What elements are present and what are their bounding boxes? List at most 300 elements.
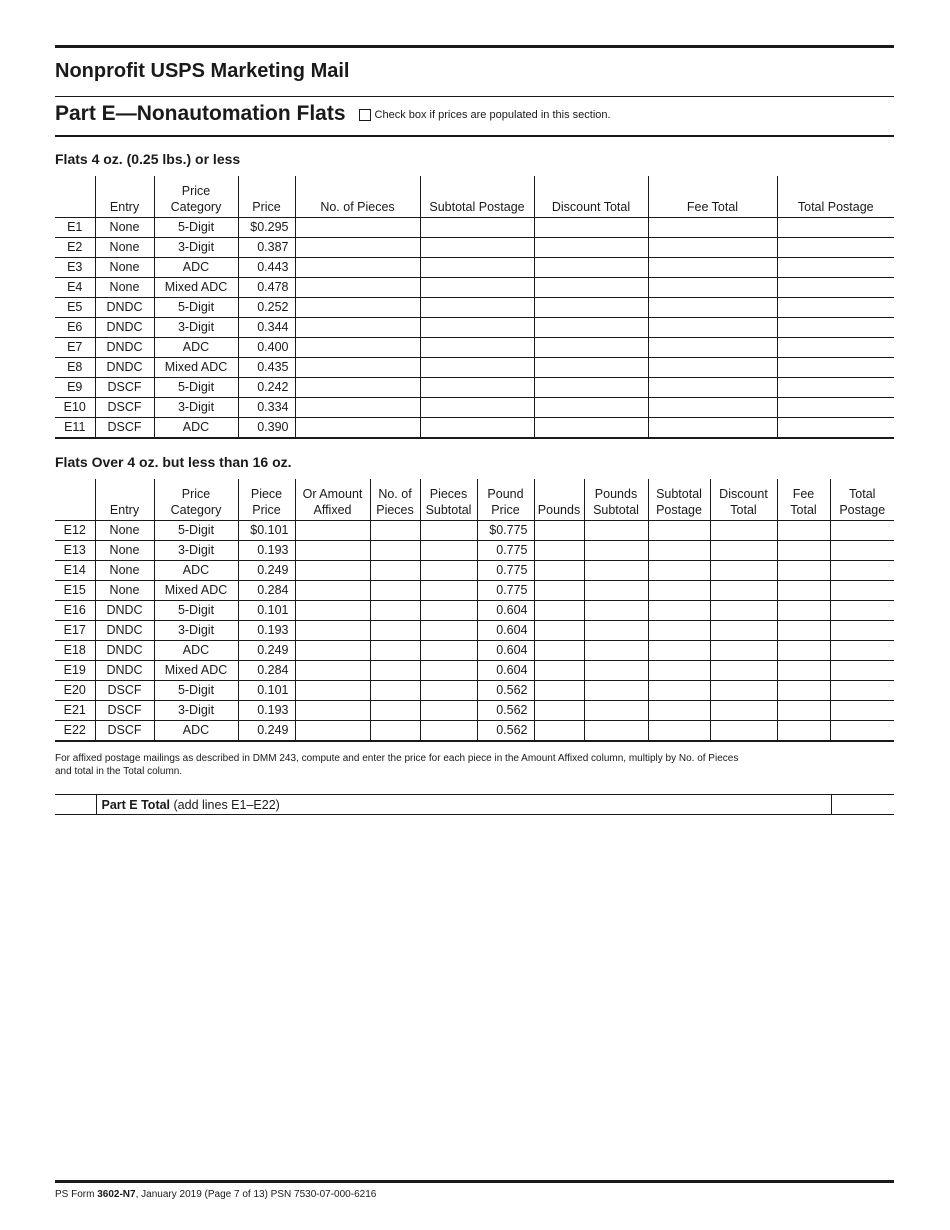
total-value-input[interactable] (831, 795, 894, 815)
pieces-subtotal-input[interactable] (420, 620, 477, 640)
pounds-subtotal-input[interactable] (584, 540, 648, 560)
discount-total-input[interactable] (534, 317, 648, 337)
pounds-subtotal-input[interactable] (584, 520, 648, 540)
total-postage-input[interactable] (830, 700, 894, 720)
col-no-of-pieces-line2: Pieces (376, 502, 414, 517)
entry-cell: DNDC (95, 620, 154, 640)
pound-price-cell: 0.604 (477, 660, 534, 680)
table-row (55, 540, 894, 560)
total-postage-input[interactable] (777, 377, 894, 397)
pieces-subtotal-input[interactable] (420, 600, 477, 620)
pounds-input[interactable] (534, 580, 584, 600)
fee-total-input[interactable] (648, 257, 777, 277)
line-number: E20 (55, 680, 95, 700)
price-cell: 0.478 (238, 277, 295, 297)
no-of-pieces-input[interactable] (370, 620, 420, 640)
price-category-cell: 3-Digit (154, 700, 238, 720)
discount-total-input[interactable] (534, 277, 648, 297)
col-pounds-line2: Pounds (537, 502, 581, 517)
discount-total-input[interactable] (710, 680, 777, 700)
col-discount-total: Discount Total (534, 176, 648, 217)
pounds-subtotal-input[interactable] (584, 640, 648, 660)
section1-title: Flats 4 oz. (0.25 lbs.) or less (55, 151, 241, 167)
total-postage-input[interactable] (830, 580, 894, 600)
discount-total-input[interactable] (534, 377, 648, 397)
col-entry (95, 479, 154, 520)
total-postage-input[interactable] (777, 217, 894, 237)
no-of-pieces-input[interactable] (370, 720, 420, 741)
part-header (55, 102, 611, 126)
table-row (55, 680, 894, 700)
pounds-input[interactable] (534, 560, 584, 580)
no-of-pieces-input[interactable] (295, 277, 420, 297)
line-number: E13 (55, 540, 95, 560)
price-category-cell: Mixed ADC (154, 277, 238, 297)
line-number: E15 (55, 580, 95, 600)
pieces-subtotal-input[interactable] (420, 540, 477, 560)
total-postage-input[interactable] (777, 397, 894, 417)
entry-cell: None (95, 237, 154, 257)
subtotal-postage-input[interactable] (420, 417, 534, 438)
price-category-cell: 5-Digit (154, 297, 238, 317)
price-cell: 0.390 (238, 417, 295, 438)
pounds-subtotal-input[interactable] (584, 580, 648, 600)
col-discount-total-line1: Discount (719, 486, 768, 501)
entry-cell: DSCF (95, 700, 154, 720)
fee-total-input[interactable] (648, 337, 777, 357)
piece-price-cell: $0.101 (238, 520, 295, 540)
line-number: E11 (55, 417, 95, 438)
footer-form-no: 3602-N7 (97, 1189, 136, 1200)
fee-total-input[interactable] (777, 540, 830, 560)
total-postage-input[interactable] (777, 277, 894, 297)
pound-price-cell: 0.775 (477, 560, 534, 580)
fee-total-input[interactable] (648, 317, 777, 337)
col-total-postage-line1: Total (849, 486, 876, 501)
subtotal-postage-input[interactable] (648, 680, 710, 700)
amount-affixed-input[interactable] (295, 620, 370, 640)
col-pieces-subtotal-line2: Subtotal (425, 502, 472, 517)
fee-total-input[interactable] (777, 700, 830, 720)
pounds-subtotal-input[interactable] (584, 660, 648, 680)
entry-cell: DSCF (95, 377, 154, 397)
no-of-pieces-input[interactable] (370, 640, 420, 660)
no-of-pieces-input[interactable] (370, 560, 420, 580)
fee-total-input[interactable] (777, 680, 830, 700)
piece-price-cell: 0.193 (238, 700, 295, 720)
total-postage-input[interactable] (830, 600, 894, 620)
discount-total-input[interactable] (534, 417, 648, 438)
col-pounds (534, 479, 584, 520)
table-row (55, 560, 894, 580)
col-total-postage: Total Postage (777, 176, 894, 217)
entry-cell: None (95, 257, 154, 277)
col-pound-price-line1: Pound (487, 486, 524, 501)
piece-price-cell: 0.284 (238, 580, 295, 600)
subtotal-postage-input[interactable] (420, 237, 534, 257)
fee-total-input[interactable] (777, 600, 830, 620)
piece-price-cell: 0.101 (238, 600, 295, 620)
pieces-subtotal-input[interactable] (420, 720, 477, 741)
pieces-subtotal-input[interactable] (420, 560, 477, 580)
line-number: E9 (55, 377, 95, 397)
col-pieces-subtotal (420, 479, 477, 520)
no-of-pieces-input[interactable] (370, 580, 420, 600)
col-price-category (154, 479, 238, 520)
subtotal-postage-input[interactable] (648, 640, 710, 660)
fee-total-input[interactable] (648, 377, 777, 397)
table-row (55, 297, 894, 317)
entry-cell: DNDC (95, 337, 154, 357)
entry-cell: None (95, 520, 154, 540)
line-number: E1 (67, 219, 83, 234)
amount-affixed-input[interactable] (295, 600, 370, 620)
col-piece-price-line2: Price (252, 502, 281, 517)
entry-cell: DNDC (95, 317, 154, 337)
pound-price-cell: $0.775 (477, 520, 534, 540)
no-of-pieces-input[interactable] (370, 700, 420, 720)
subtotal-postage-input[interactable] (420, 277, 534, 297)
pounds-input[interactable] (534, 600, 584, 620)
price-category-cell: 3-Digit (154, 237, 238, 257)
subtotal-postage-input[interactable] (648, 620, 710, 640)
total-postage-input[interactable] (777, 297, 894, 317)
no-of-pieces-input[interactable] (370, 600, 420, 620)
amount-affixed-input[interactable] (295, 660, 370, 680)
entry-cell: DSCF (95, 720, 154, 741)
part-e-total-row (55, 794, 894, 815)
pounds-input[interactable] (534, 520, 584, 540)
discount-total-input[interactable] (710, 640, 777, 660)
total-label-bold: Part E Total (101, 797, 171, 812)
col-discount-total (710, 479, 777, 520)
table-row (55, 237, 894, 257)
subtotal-postage-input[interactable] (648, 720, 710, 741)
table-row (55, 640, 894, 660)
discount-total-input[interactable] (534, 397, 648, 417)
table-row (55, 357, 894, 377)
pieces-subtotal-input[interactable] (420, 680, 477, 700)
col-fee-total: Fee Total (648, 176, 777, 217)
price-category-cell: ADC (154, 337, 238, 357)
price-cell: 0.387 (238, 237, 295, 257)
total-postage-input[interactable] (830, 540, 894, 560)
no-of-pieces-input[interactable] (295, 297, 420, 317)
entry-cell: None (95, 580, 154, 600)
price-category-cell: 3-Digit (154, 317, 238, 337)
fee-total-input[interactable] (648, 357, 777, 377)
line-number: E10 (55, 397, 95, 417)
amount-affixed-input[interactable] (295, 580, 370, 600)
entry-cell: None (95, 277, 154, 297)
col-entry: Entry (95, 176, 154, 217)
line-number: E3 (55, 257, 95, 277)
amount-affixed-input[interactable] (295, 520, 370, 540)
discount-total-input[interactable] (534, 337, 648, 357)
line-number: E19 (55, 660, 95, 680)
col-pounds-subtotal (584, 479, 648, 520)
price-category-cell: 3-Digit (154, 540, 238, 560)
discount-total-input[interactable] (710, 720, 777, 741)
fee-total-input[interactable] (648, 397, 777, 417)
discount-total-input[interactable] (534, 217, 648, 237)
amount-affixed-input[interactable] (295, 680, 370, 700)
no-of-pieces-input[interactable] (295, 237, 420, 257)
no-of-pieces-input[interactable] (370, 680, 420, 700)
total-postage-input[interactable] (830, 680, 894, 700)
pounds-subtotal-input[interactable] (584, 600, 648, 620)
col-piece-price-line1: Piece (250, 486, 283, 501)
form-page (55, 0, 894, 1230)
col-line (55, 479, 95, 520)
discount-total-input[interactable] (534, 357, 648, 377)
discount-total-input[interactable] (710, 700, 777, 720)
col-amount-affixed (295, 479, 370, 520)
flats-over-4oz-table (55, 479, 894, 742)
amount-affixed-input[interactable] (295, 640, 370, 660)
pound-price-cell: 0.562 (477, 720, 534, 741)
amount-affixed-input[interactable] (295, 700, 370, 720)
total-line-cell (55, 795, 96, 815)
fee-total-input[interactable] (648, 217, 777, 237)
entry-cell: None (95, 560, 154, 580)
col-discount-total-line2: Total (730, 502, 757, 517)
entry-cell: DNDC (95, 600, 154, 620)
discount-total-input[interactable] (710, 620, 777, 640)
pound-price-cell: 0.562 (477, 680, 534, 700)
piece-price-cell: 0.249 (238, 560, 295, 580)
pounds-subtotal-input[interactable] (584, 560, 648, 580)
piece-price-cell: 0.101 (238, 680, 295, 700)
total-postage-input[interactable] (777, 317, 894, 337)
subtotal-postage-input[interactable] (648, 600, 710, 620)
subtotal-postage-input[interactable] (648, 520, 710, 540)
subtotal-postage-input[interactable] (420, 217, 534, 237)
entry-cell: DSCF (95, 417, 154, 438)
fee-total-input[interactable] (648, 237, 777, 257)
col-price: Price (238, 176, 295, 217)
subtotal-postage-input[interactable] (420, 337, 534, 357)
discount-total-input[interactable] (710, 540, 777, 560)
total-postage-input[interactable] (830, 620, 894, 640)
total-postage-input[interactable] (777, 337, 894, 357)
pound-price-cell: 0.604 (477, 620, 534, 640)
discount-total-input[interactable] (710, 600, 777, 620)
line-number: E8 (55, 357, 95, 377)
col-total-postage-line2: Postage (839, 502, 886, 517)
piece-price-cell: 0.193 (238, 540, 295, 560)
col-line (55, 176, 95, 217)
fee-total-input[interactable] (777, 660, 830, 680)
piece-price-cell: 0.249 (238, 640, 295, 660)
total-postage-input[interactable] (777, 257, 894, 277)
discount-total-input[interactable] (710, 580, 777, 600)
amount-affixed-input[interactable] (295, 540, 370, 560)
col-pound-price-line2: Price (491, 502, 520, 517)
subtotal-postage-input[interactable] (420, 397, 534, 417)
table-row (55, 277, 894, 297)
total-postage-input[interactable] (830, 560, 894, 580)
pounds-subtotal-input[interactable] (584, 680, 648, 700)
table-row (55, 720, 894, 741)
table-row (55, 217, 894, 237)
subtotal-postage-input[interactable] (420, 317, 534, 337)
col-no-of-pieces-line1: No. of (378, 486, 412, 501)
checkbox-box[interactable] (359, 109, 371, 121)
pounds-input[interactable] (534, 700, 584, 720)
discount-total-input[interactable] (534, 237, 648, 257)
fee-total-input[interactable] (648, 297, 777, 317)
amount-affixed-input[interactable] (295, 720, 370, 741)
price-cell: 0.443 (238, 257, 295, 277)
fee-total-input[interactable] (777, 640, 830, 660)
pound-price-cell: 0.775 (477, 540, 534, 560)
no-of-pieces-input[interactable] (295, 217, 420, 237)
no-of-pieces-input[interactable] (295, 257, 420, 277)
col-fee-total-line2: Total (790, 502, 817, 517)
form-title: Nonprofit USPS Marketing Mail (55, 60, 350, 82)
table-row (55, 700, 894, 720)
fee-total-input[interactable] (777, 520, 830, 540)
total-postage-input[interactable] (830, 640, 894, 660)
line-number: E2 (55, 237, 95, 257)
subtotal-postage-input[interactable] (420, 377, 534, 397)
pounds-input[interactable] (534, 660, 584, 680)
total-postage-input[interactable] (830, 660, 894, 680)
flats-4oz-table (55, 176, 894, 439)
pounds-subtotal-input[interactable] (584, 700, 648, 720)
fee-total-input[interactable] (777, 560, 830, 580)
line-number: E17 (55, 620, 95, 640)
price-category-cell: 5-Digit (154, 217, 238, 237)
no-of-pieces-input[interactable] (295, 357, 420, 377)
table-row (55, 417, 894, 438)
subtotal-postage-input[interactable] (648, 700, 710, 720)
total-postage-input[interactable] (830, 520, 894, 540)
pound-price-cell: 0.604 (477, 640, 534, 660)
pieces-subtotal-input[interactable] (420, 580, 477, 600)
pounds-input[interactable] (534, 720, 584, 741)
total-postage-input[interactable] (777, 417, 894, 438)
discount-total-input[interactable] (710, 520, 777, 540)
amount-affixed-input[interactable] (295, 560, 370, 580)
piece-price-cell: 0.284 (238, 660, 295, 680)
pound-price-cell: 0.562 (477, 700, 534, 720)
fee-total-input[interactable] (777, 580, 830, 600)
pounds-input[interactable] (534, 620, 584, 640)
no-of-pieces-input[interactable] (370, 520, 420, 540)
col-subtotal-postage-line2: Postage (656, 502, 702, 517)
no-of-pieces-input[interactable] (295, 337, 420, 357)
prices-populated-checkbox[interactable] (359, 109, 611, 121)
col-pounds-subtotal-line2: Subtotal (593, 502, 639, 517)
col-piece-price (238, 479, 295, 520)
entry-cell: DSCF (95, 397, 154, 417)
total-postage-input[interactable] (777, 237, 894, 257)
subtotal-postage-input[interactable] (648, 560, 710, 580)
price-category-cell: 3-Digit (154, 397, 238, 417)
footer-rest: , January 2019 (Page 7 of 13) PSN 7530-07-000-6216 (135, 1189, 377, 1200)
price-category-cell: ADC (154, 720, 238, 741)
pound-price-cell: 0.604 (477, 600, 534, 620)
col-price-category-line1: Price (181, 183, 211, 198)
no-of-pieces-input[interactable] (295, 417, 420, 438)
bottom-rule (55, 1180, 894, 1183)
price-category-cell: Mixed ADC (154, 357, 238, 377)
table-row (55, 660, 894, 680)
fee-total-input[interactable] (648, 417, 777, 438)
no-of-pieces-input[interactable] (370, 660, 420, 680)
pounds-input[interactable] (534, 680, 584, 700)
affixed-postage-note: For affixed postage mailings as described in DMM 243, compute and enter the price for each piece in the Amount Affixed column, multiply by No. of Pieces and total in the Total column. (55, 753, 739, 777)
top-rule (55, 45, 894, 48)
no-of-pieces-input[interactable] (370, 540, 420, 560)
pounds-subtotal-input[interactable] (584, 620, 648, 640)
table-row (55, 620, 894, 640)
line-number: E4 (55, 277, 95, 297)
subtotal-postage-input[interactable] (648, 540, 710, 560)
col-fee-total-line1: Fee (792, 486, 815, 501)
price-category-cell: Mixed ADC (154, 660, 238, 680)
footer (55, 1189, 376, 1200)
line-number: E16 (55, 600, 95, 620)
fee-total-input[interactable] (648, 277, 777, 297)
fee-total-input[interactable] (777, 720, 830, 741)
subtotal-postage-input[interactable] (648, 580, 710, 600)
col-entry-line2: Entry (109, 502, 140, 517)
line-number: E12 (63, 522, 86, 537)
discount-total-input[interactable] (534, 257, 648, 277)
fee-total-input[interactable] (777, 620, 830, 640)
subtotal-postage-input[interactable] (420, 357, 534, 377)
table-row (55, 600, 894, 620)
col-total-postage (830, 479, 894, 520)
pounds-input[interactable] (534, 640, 584, 660)
col-amount-affixed-line1: Or Amount (302, 486, 363, 501)
discount-total-input[interactable] (534, 297, 648, 317)
no-of-pieces-input[interactable] (295, 397, 420, 417)
pounds-input[interactable] (534, 540, 584, 560)
part-title: Part E—Nonautomation Flats (55, 102, 346, 125)
subtotal-postage-input[interactable] (648, 660, 710, 680)
section2-title: Flats Over 4 oz. but less than 16 oz. (55, 454, 292, 470)
no-of-pieces-input[interactable] (295, 317, 420, 337)
pounds-subtotal-input[interactable] (584, 720, 648, 741)
total-postage-input[interactable] (830, 720, 894, 741)
line-number: E5 (55, 297, 95, 317)
pieces-subtotal-input[interactable] (420, 520, 477, 540)
subtotal-postage-input[interactable] (420, 297, 534, 317)
no-of-pieces-input[interactable] (295, 377, 420, 397)
entry-cell: None (95, 540, 154, 560)
title-divider (55, 96, 894, 97)
pieces-subtotal-input[interactable] (420, 660, 477, 680)
piece-price-cell: 0.193 (238, 620, 295, 640)
total-label-rest: (add lines E1–E22) (170, 797, 280, 812)
total-postage-input[interactable] (777, 357, 894, 377)
price-category-cell: 5-Digit (154, 680, 238, 700)
discount-total-input[interactable] (710, 660, 777, 680)
pieces-subtotal-input[interactable] (420, 640, 477, 660)
piece-price-cell: 0.249 (238, 720, 295, 741)
line-number: E22 (55, 720, 95, 741)
pieces-subtotal-input[interactable] (420, 700, 477, 720)
price-category-cell: Mixed ADC (154, 580, 238, 600)
subtotal-postage-input[interactable] (420, 257, 534, 277)
col-price-category-line1: Price (181, 486, 211, 501)
line-number: E21 (55, 700, 95, 720)
discount-total-input[interactable] (710, 560, 777, 580)
